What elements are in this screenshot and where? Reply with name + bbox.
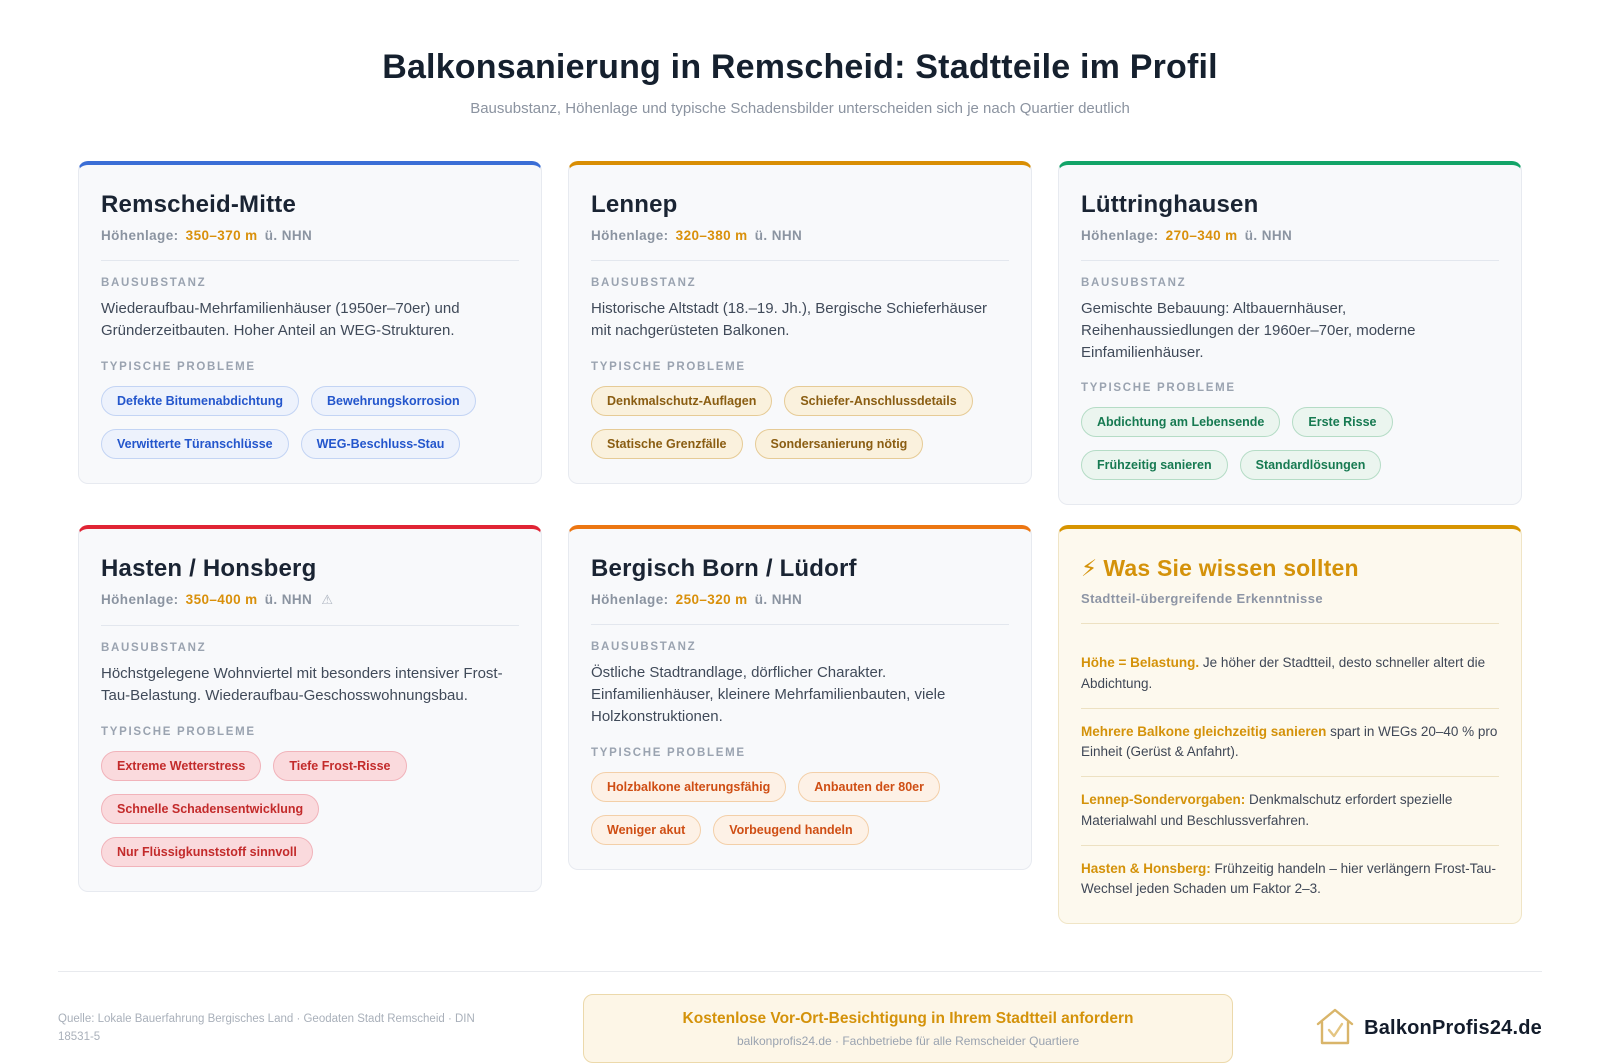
- district-grid: [78, 161, 1522, 924]
- info-item: [1081, 846, 1499, 900]
- bausubstanz-text: Gemischte Bebauung: Altbauernhäuser, Reihenhaussiedlungen der 1960er–70er, moderne Einfamilienhäuser.: [1081, 300, 1416, 361]
- district-name: Hasten / Honsberg: [101, 555, 317, 583]
- district-name: Lennep: [591, 191, 678, 218]
- district-card-hasten-honsberg: [78, 525, 542, 892]
- problem-tag: Sondersanierung nötig: [755, 429, 924, 459]
- bausubstanz-text: Wiederaufbau-Mehrfamilienhäuser (1950er–70er) und Gründerzeitbauten. Hoher Anteil an WEG-Strukturen.: [101, 300, 460, 339]
- elevation-label: Höhenlage:: [591, 228, 669, 243]
- divider: [101, 625, 519, 626]
- brand-name: BalkonProfis24.de: [1364, 1017, 1542, 1040]
- elevation-unit: ü. NHN: [264, 592, 313, 608]
- bausubstanz-label: BAUSUBSTANZ: [101, 642, 207, 655]
- problem-tags: [591, 386, 1009, 459]
- elevation-line: [591, 592, 1009, 607]
- problem-tag: Abdichtung am Lebensende: [1081, 407, 1280, 437]
- info-item-text: Frühzeitig handeln – hier verlängern Frost-Tau-Wechsel jeden Schaden um Faktor 2–3.: [1081, 860, 1496, 896]
- probleme-label: TYPISCHE PROBLEME: [101, 725, 256, 738]
- elevation-unit: ü. NHN: [754, 228, 803, 243]
- info-item-lead: Hasten & Honsberg:: [1081, 860, 1211, 876]
- source-note: Quelle: Lokale Bauerfahrung Bergisches Land · Geodaten Stadt Remscheid · DIN 18531-5: [58, 1012, 475, 1043]
- elevation-line: [591, 228, 1009, 243]
- problem-tag: Erste Risse: [1292, 407, 1392, 437]
- bausubstanz-text: Höchstgelegene Wohnviertel mit besonders intensiver Frost-Tau-Belastung. Wiederaufbau-Geschosswohnungsbau.: [101, 665, 503, 704]
- problem-tags: [1081, 407, 1499, 480]
- problem-tag: Vorbeugend handeln: [713, 815, 868, 845]
- probleme-label: TYPISCHE PROBLEME: [101, 360, 256, 373]
- district-name: Lüttringhausen: [1081, 191, 1259, 218]
- info-card-title: [1081, 555, 1499, 582]
- elevation-unit: ü. NHN: [1244, 228, 1293, 243]
- problem-tag: Extreme Wetterstress: [101, 751, 261, 781]
- problem-tag: Schnelle Schadensentwicklung: [101, 794, 319, 824]
- info-item-text: Denkmalschutz erfordert spezielle Materialwahl und Beschlussverfahren.: [1081, 792, 1453, 828]
- problem-tag: Denkmalschutz-Auflagen: [591, 386, 772, 416]
- probleme-label: TYPISCHE PROBLEME: [591, 746, 746, 759]
- footer: [58, 994, 1542, 1063]
- problem-tag: Holzbalkone alterungsfähig: [591, 772, 786, 802]
- house-check-icon: [1313, 1004, 1357, 1053]
- district-name: Remscheid-Mitte: [101, 191, 297, 218]
- district-name: Bergisch Born / Lüdorf: [591, 555, 857, 583]
- probleme-label: TYPISCHE PROBLEME: [591, 360, 746, 373]
- divider: [1081, 623, 1499, 624]
- problem-tags: [101, 386, 519, 459]
- info-item-text: Je höher der Stadtteil, desto schneller altert die Abdichtung.: [1081, 655, 1486, 691]
- lightning-icon: ⚡: [1081, 555, 1098, 582]
- elevation-line: [101, 592, 519, 608]
- info-item: [1081, 640, 1499, 709]
- problem-tag: Frühzeitig sanieren: [1081, 450, 1228, 480]
- elevation-value: 320–380 m: [675, 228, 748, 243]
- elevation-line: [101, 228, 519, 243]
- divider: [591, 260, 1009, 261]
- problem-tag: WEG-Beschluss-Stau: [301, 429, 461, 459]
- elevation-unit: ü. NHN: [754, 592, 803, 608]
- elevation-value: 350–370 m: [185, 228, 258, 243]
- warning-icon: ⚠: [321, 592, 334, 608]
- problem-tag: Standardlösungen: [1240, 450, 1382, 480]
- problem-tag: Bewehrungskorrosion: [311, 386, 476, 416]
- bausubstanz-label: BAUSUBSTANZ: [1081, 277, 1187, 289]
- info-item-lead: Mehrere Balkone gleichzeitig sanieren: [1081, 723, 1327, 739]
- info-card: [1058, 525, 1522, 924]
- bausubstanz-label: BAUSUBSTANZ: [591, 641, 697, 654]
- page-header: [0, 0, 1600, 117]
- info-card-subtitle: Stadtteil-übergreifende Erkenntnisse: [1081, 591, 1323, 607]
- problem-tag: Schiefer-Anschlussdetails: [784, 386, 972, 416]
- cta-title: Kostenlose Vor-Ort-Besichtigung in Ihrem Stadtteil anfordern: [682, 1010, 1134, 1028]
- cta-button[interactable]: [583, 994, 1233, 1063]
- elevation-label: Höhenlage:: [101, 228, 179, 243]
- page-subtitle: Bausubstanz, Höhenlage und typische Schadensbilder unterscheiden sich je nach Quartier deutlich: [470, 100, 1130, 117]
- elevation-value: 270–340 m: [1165, 228, 1238, 243]
- bausubstanz-label: BAUSUBSTANZ: [591, 277, 697, 289]
- district-card-lennep: [568, 161, 1032, 484]
- info-item-lead: Höhe = Belastung.: [1081, 655, 1200, 671]
- elevation-value: 350–400 m: [185, 592, 258, 608]
- problem-tags: [101, 751, 519, 867]
- bausubstanz-label: BAUSUBSTANZ: [101, 277, 207, 289]
- info-item-text: spart in WEGs 20–40 % pro Einheit (Gerüst & Anfahrt).: [1081, 723, 1498, 759]
- page-title: Balkonsanierung in Remscheid: Stadtteile im Profil: [382, 48, 1218, 86]
- probleme-label: TYPISCHE PROBLEME: [1081, 382, 1236, 395]
- problem-tag: Anbauten der 80er: [798, 772, 940, 802]
- elevation-unit: ü. NHN: [264, 228, 313, 243]
- bausubstanz-text: Östliche Stadtrandlage, dörflicher Charakter. Einfamilienhäuser, kleinere Mehrfamilienbauten, viele Holzkonstruktionen.: [591, 664, 946, 725]
- elevation-value: 250–320 m: [675, 592, 748, 608]
- district-card-luettringhausen: [1058, 161, 1522, 505]
- divider: [591, 624, 1009, 625]
- problem-tag: Defekte Bitumenabdichtung: [101, 386, 299, 416]
- info-item: [1081, 709, 1499, 778]
- brand: [1313, 1004, 1542, 1053]
- problem-tag: Nur Flüssigkunststoff sinnvoll: [101, 837, 313, 867]
- info-item: [1081, 777, 1499, 846]
- district-card-bergisch-born-luedorf: [568, 525, 1032, 869]
- info-item-lead: Lennep-Sondervorgaben:: [1081, 792, 1246, 808]
- problem-tags: [591, 772, 1009, 845]
- bausubstanz-text: Historische Altstadt (18.–19. Jh.), Bergische Schieferhäuser mit nachgerüsteten Balkonen.: [591, 300, 988, 339]
- elevation-label: Höhenlage:: [1081, 228, 1159, 243]
- elevation-line: [1081, 228, 1499, 243]
- problem-tag: Weniger akut: [591, 815, 701, 845]
- problem-tag: Tiefe Frost-Risse: [273, 751, 406, 781]
- cta-subtitle: balkonprofis24.de · Fachbetriebe für alle Remscheider Quartiere: [736, 1034, 1080, 1049]
- problem-tag: Statische Grenzfälle: [591, 429, 743, 459]
- district-card-remscheid-mitte: [78, 161, 542, 484]
- divider: [101, 260, 519, 261]
- problem-tag: Verwitterte Türanschlüsse: [101, 429, 289, 459]
- elevation-label: Höhenlage:: [591, 592, 669, 608]
- divider: [1081, 260, 1499, 261]
- footer-divider: [58, 971, 1542, 972]
- info-title-text: Was Sie wissen sollten: [1103, 555, 1359, 582]
- elevation-label: Höhenlage:: [101, 592, 179, 608]
